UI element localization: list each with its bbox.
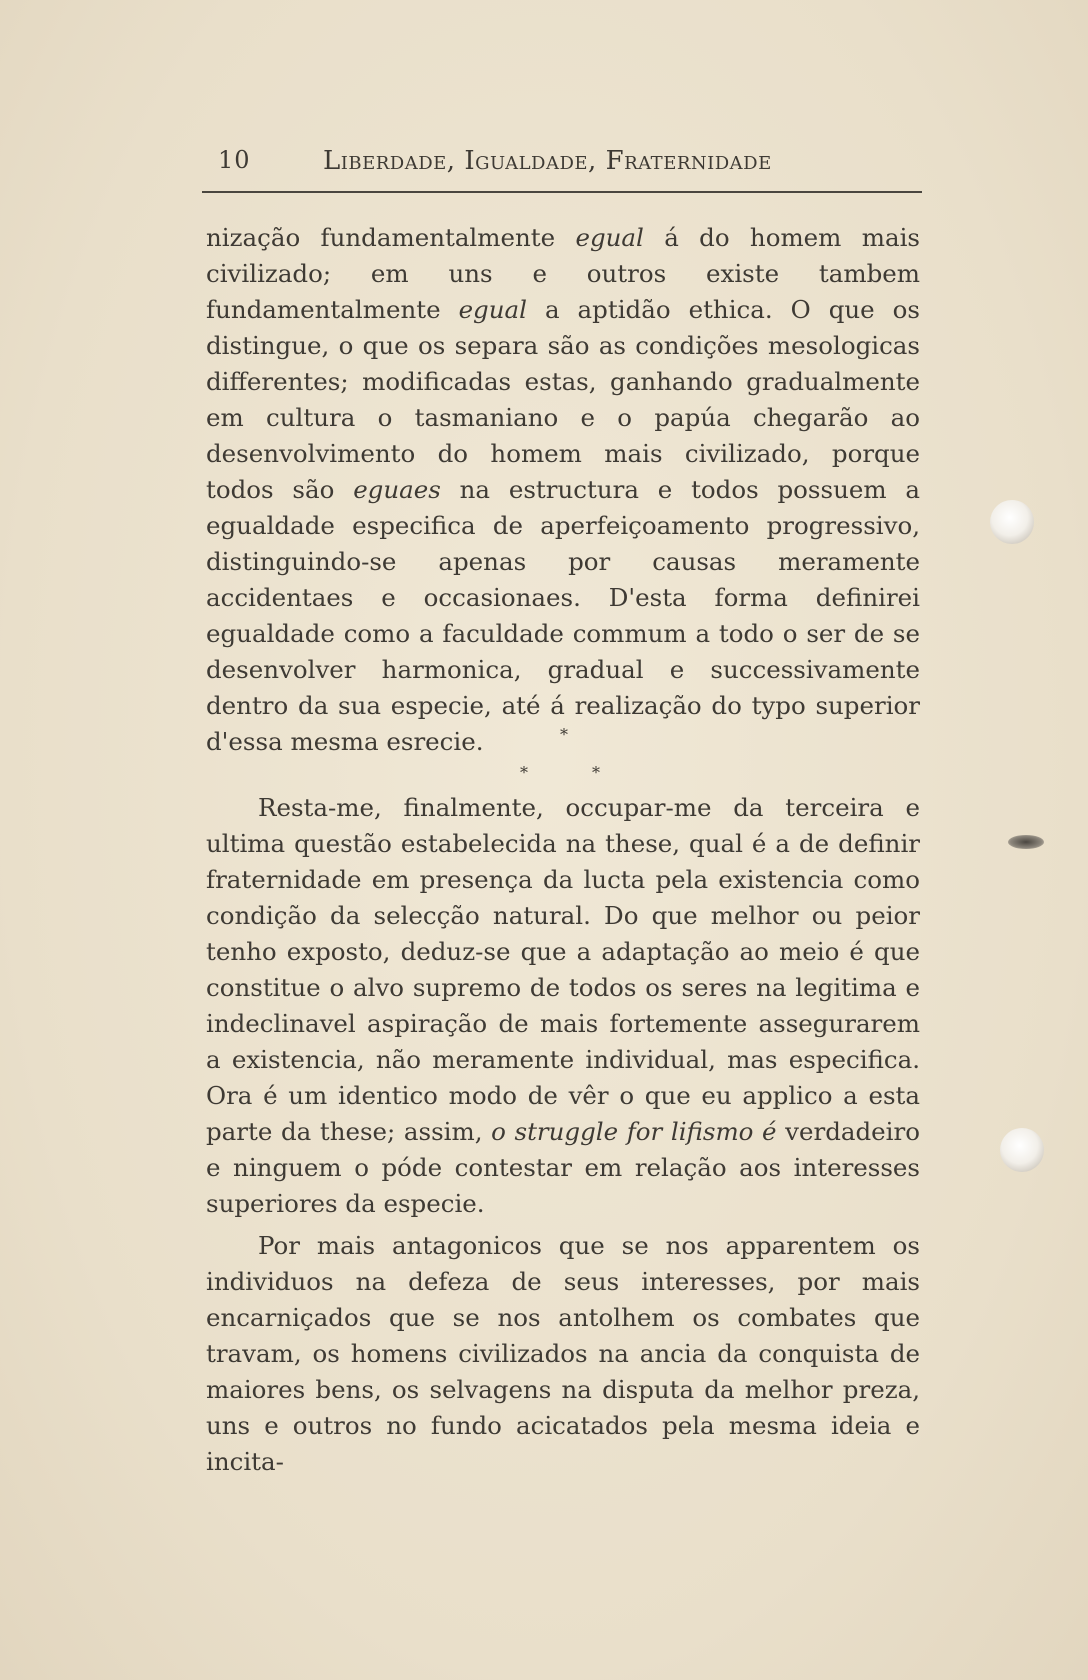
text-run: Resta-me, finalmente, occupar-me da terceira e ultima questão estabelecida na these, qual é a de definir fraternidade em presença da lucta pela existencia como condição da selecção natural. Do que melhor ou peior tenho exposto, deduz-se que a adaptação ao meio é que constitue o alvo supremo de todos os seres na legitima e indeclinavel aspiração de mais fortemente assegurarem a existencia, não meramente individual, mas especifica. Ora é um identico modo de vêr o que eu applico a esta parte da these; assim, bbox=[206, 793, 920, 1146]
text-run: verdadeiro e ninguem o póde contestar em relação aos interesses superiores da especie. bbox=[206, 1117, 920, 1218]
text-run: na estructura e todos possuem a egualdade especifica de aperfeiçoamento progressivo, distinguindo-se apenas por causas meramente accidentaes e occasionaes. D'esta forma definirei egualdade como a faculdade commum a todo o ser de se desenvolver harmonica, gradual e successivamente dentro da sua especie, até á realização do typo superior d'essa mesma esrecie. bbox=[206, 475, 921, 756]
paragraph-2 bbox=[206, 790, 920, 1222]
running-title: Liberdade, Igualdade, Fraternidade bbox=[323, 146, 772, 176]
header-rule bbox=[202, 191, 922, 193]
separator-star: * bbox=[520, 763, 528, 782]
italic-run: egual bbox=[458, 295, 527, 324]
text-run: nização fundamentalmente bbox=[206, 223, 576, 252]
text-run: Por mais antagonicos que se nos apparentem os individuos na defeza de seus interesses, por mais encarniçados que se nos antolhem os combates que travam, os homens civilizados na ancia da conquista de maiores bens, os selvagens na disputa da melhor preza, uns e outros no fundo acicatados pela mesma ideia e incita- bbox=[206, 1231, 920, 1476]
italic-run: o struggle for lifismo é bbox=[491, 1117, 777, 1146]
page-header bbox=[218, 146, 922, 182]
paragraph-3 bbox=[206, 1228, 920, 1480]
binding-hole bbox=[1008, 835, 1044, 849]
binding-hole bbox=[990, 500, 1034, 544]
italic-run: eguaes bbox=[353, 475, 441, 504]
text-run: á do homem mais civilizado; em uns e outros existe tambem fundamentalmente bbox=[206, 223, 920, 324]
section-separator bbox=[520, 725, 620, 795]
paragraph-1 bbox=[206, 220, 920, 760]
text-run: a aptidão ethica. O que os distingue, o que os separa são as condições mesologicas differentes; modificadas estas, ganhando gradualmente em cultura o tasmaniano e o papúa chegarão ao desenvolvimento do homem mais civilizado, porque todos são bbox=[206, 295, 920, 504]
separator-star: * bbox=[592, 763, 600, 782]
italic-run: egual bbox=[575, 223, 644, 252]
page-number: 10 bbox=[218, 146, 251, 174]
separator-star: * bbox=[560, 725, 568, 744]
binding-hole bbox=[1000, 1128, 1044, 1172]
